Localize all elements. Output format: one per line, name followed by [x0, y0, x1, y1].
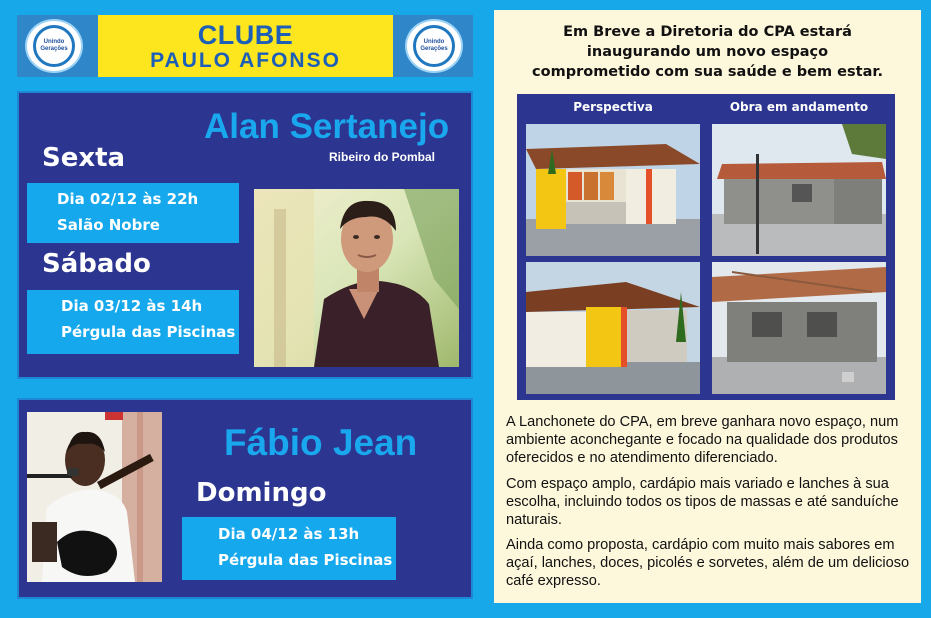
event2-place: Pérgula das Piscinas — [218, 551, 393, 569]
event1-day1-time: Dia 02/12 às 22h — [57, 190, 199, 208]
event1-day1-info — [27, 183, 239, 243]
event1-panel — [17, 91, 473, 379]
intro-line1: Em Breve a Diretoria do CPA estará — [563, 24, 852, 40]
caption-construction: Obra em andamento — [729, 100, 869, 114]
paragraph-3: Ainda como proposta, cardápio com muito mais sabores em açaí, lanches, doces, picolés e sorvetes, além de um delicioso café expresso. — [506, 537, 910, 589]
event2-day: Domingo — [196, 478, 327, 508]
event1-artist: Alan Sertanejo — [204, 107, 450, 146]
artist-photo-alan — [254, 189, 459, 367]
construction-image-2 — [712, 262, 886, 394]
artist-photo-fabio — [27, 412, 162, 582]
header-bar — [17, 15, 473, 77]
intro-line2: inaugurando um novo espaço — [586, 44, 829, 60]
title-line2: PAULO AFONSO — [150, 49, 341, 72]
photo-gallery — [517, 94, 895, 400]
club-logo-left — [25, 19, 83, 73]
paragraph-1: A Lanchonete do CPA, em breve ganhara novo espaço, num ambiente aconchegante e focado na qualidade dos produtos oferecidos e no atendimento diferenciado. — [506, 414, 899, 466]
event1-day1: Sexta — [42, 143, 126, 173]
event1-day2-place: Pérgula das Piscinas — [61, 323, 236, 341]
paragraph-2: Com espaço amplo, cardápio mais variado e lanches à sua escolha, incluindo todos os tipos de massas e até sanduíche naturais. — [506, 476, 899, 528]
intro-line3: comprometido com sua saúde e bem estar. — [532, 64, 883, 80]
event2-time: Dia 04/12 às 13h — [218, 525, 360, 543]
event2-artist: Fábio Jean — [224, 422, 418, 463]
club-logo-right — [405, 19, 463, 73]
logo-text-right: Unindo Gerações — [420, 39, 448, 52]
logo-emblem-right — [413, 25, 455, 67]
event2-info — [182, 517, 396, 580]
render-image-1 — [526, 124, 700, 256]
event1-day2-info — [27, 290, 239, 354]
announcement-intro — [494, 22, 921, 82]
event2-panel — [17, 398, 473, 599]
event1-day2-time: Dia 03/12 às 14h — [61, 297, 203, 315]
title-line1: CLUBE — [197, 20, 294, 50]
logo-emblem-left — [33, 25, 75, 67]
event1-day1-place: Salão Nobre — [57, 216, 160, 234]
construction-image-1 — [712, 124, 886, 256]
title-banner — [98, 15, 393, 77]
render-image-2 — [526, 262, 700, 394]
event1-day2: Sábado — [42, 249, 151, 279]
logo-text-left: Unindo Gerações — [40, 39, 68, 52]
caption-perspective: Perspectiva — [573, 100, 653, 114]
event1-origin: Ribeiro do Pombal — [329, 150, 436, 164]
announcement-panel — [494, 10, 921, 603]
